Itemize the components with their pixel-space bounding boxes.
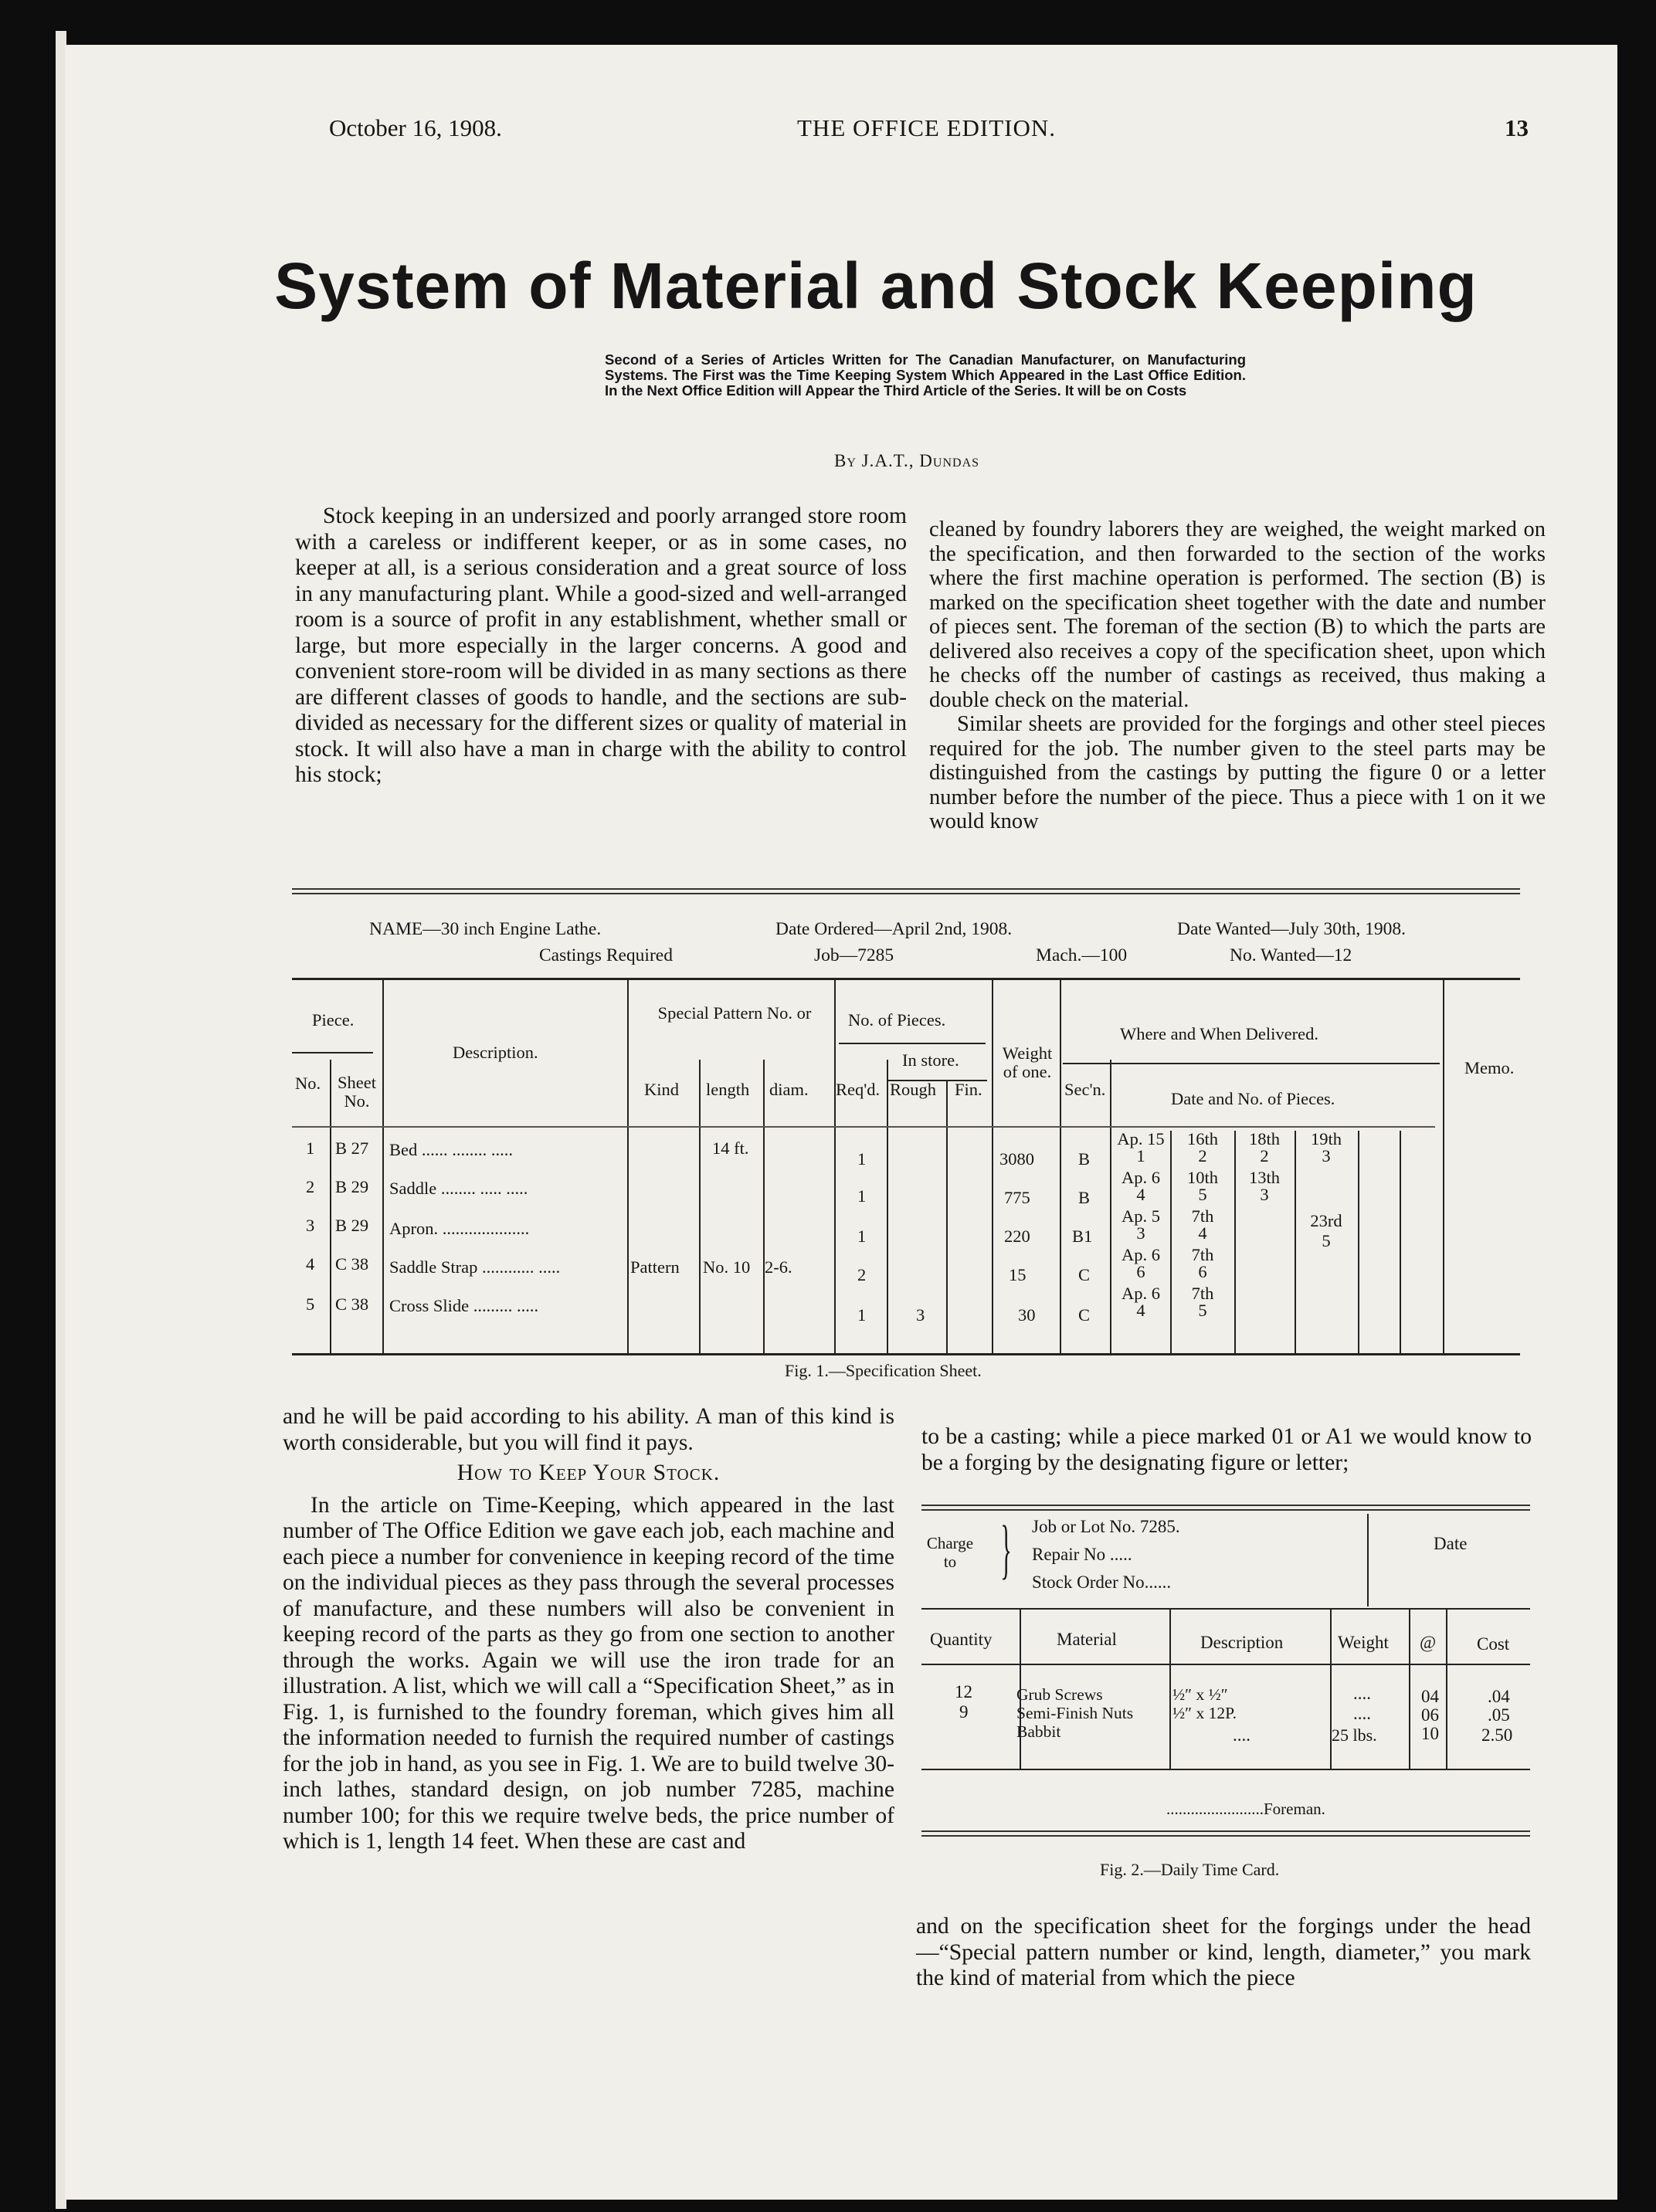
- table-divider: [887, 1060, 888, 1353]
- fig2-caption: Fig. 2.—Daily Time Card.: [1100, 1860, 1280, 1879]
- fig1-name: NAME—30 inch Engine Lathe.: [369, 919, 602, 939]
- cell-delivery: Ap. 6 4: [1122, 1284, 1160, 1320]
- cell-no: 5: [306, 1294, 315, 1314]
- card-material: Grub Screws: [1016, 1685, 1103, 1704]
- table-divider: [1110, 1060, 1111, 1353]
- table-divider: [946, 1080, 948, 1353]
- card-qty: 12: [955, 1682, 972, 1701]
- fig1-castings: Castings Required: [539, 945, 673, 965]
- th-kind: Kind: [644, 1080, 679, 1099]
- card-brace: }: [1000, 1511, 1012, 1586]
- fig1-no-wanted: No. Wanted—12: [1230, 945, 1352, 965]
- cell-reqd: 1: [857, 1226, 867, 1246]
- table-divider: [834, 979, 836, 1353]
- card-job-lot: Job or Lot No. 7285.: [1032, 1517, 1180, 1536]
- paragraph: Similar sheets are provided for the forgings and other steel pieces required for the job. The number given to the steel parts may be distinguished from the castings by putting the figure 0 or a letter number before the number of the piece. Thus a piece with 1 on it we would know: [929, 712, 1546, 833]
- card-stock-order: Stock Order No......: [1032, 1572, 1172, 1592]
- fig1-caption: Fig. 1.—Specification Sheet.: [785, 1361, 982, 1380]
- figure-rule: [292, 888, 1520, 894]
- table-divider: [627, 979, 629, 1353]
- card-divider: [1367, 1514, 1369, 1606]
- cell-length: 14 ft.: [712, 1138, 749, 1158]
- table-rule: [1063, 1063, 1440, 1064]
- card-rule: [921, 1664, 1530, 1665]
- table-divider: [992, 979, 993, 1353]
- table-rule: [292, 1126, 1435, 1128]
- cell-reqd: 1: [857, 1149, 867, 1169]
- cell-section: B: [1078, 1188, 1091, 1207]
- card-desc: ½″ x ½″: [1172, 1685, 1228, 1704]
- cell-weight: 220: [1004, 1226, 1030, 1246]
- section-heading: How to Keep Your Stock.: [456, 1461, 721, 1485]
- column-2-bottom: [916, 1914, 1531, 1992]
- table-divider: [382, 979, 384, 1353]
- table-rule: [292, 978, 1520, 980]
- table-divider: [1060, 979, 1061, 1353]
- fig1-job: Job—7285: [814, 945, 894, 965]
- cell-weight: 30: [1018, 1305, 1036, 1325]
- fig1-date-wanted: Date Wanted—July 30th, 1908.: [1177, 919, 1406, 939]
- table-divider: [1358, 1131, 1359, 1353]
- cell-delivery: 10th 5: [1186, 1168, 1218, 1204]
- cell-section: B1: [1072, 1226, 1093, 1246]
- table-divider: [1234, 1131, 1236, 1353]
- table-divider: [1443, 979, 1444, 1353]
- card-qty: 9: [959, 1702, 969, 1722]
- publication-name: THE OFFICE EDITION.: [797, 114, 1056, 141]
- card-rule: [921, 1505, 1530, 1511]
- table-rule: [292, 1052, 373, 1053]
- table-divider: [1170, 1131, 1172, 1353]
- column-1-top: [295, 504, 907, 789]
- card-at: 04: [1421, 1687, 1439, 1706]
- cell-delivery: 13th 3: [1248, 1168, 1280, 1204]
- cell-description: Cross Slide ......... .....: [389, 1296, 539, 1315]
- card-divider: [1409, 1610, 1410, 1769]
- page-number: 13: [1505, 114, 1529, 141]
- card-cost: .04: [1488, 1687, 1510, 1706]
- card-divider: [1446, 1610, 1447, 1769]
- th-description: Description.: [453, 1043, 538, 1062]
- cell-no: 3: [306, 1216, 315, 1235]
- cell-reqd: 1: [857, 1186, 867, 1206]
- table-divider: [699, 1060, 701, 1353]
- cell-description: Apron. ....................: [389, 1219, 530, 1238]
- card-foreman: ........................Foreman.: [1166, 1800, 1325, 1818]
- cell-weight: 3080: [999, 1149, 1034, 1169]
- cell-reqd: 2: [857, 1265, 867, 1284]
- card-charge-to: Charge to: [926, 1534, 974, 1571]
- card-rule: [921, 1830, 1530, 1837]
- cell-kind: Pattern: [630, 1257, 680, 1277]
- th-no-of-pieces: No. of Pieces.: [848, 1010, 946, 1030]
- card-desc: ½″ x 12P.: [1172, 1704, 1237, 1722]
- cell-reqd: 1: [857, 1305, 867, 1325]
- cell-sheet: B 29: [335, 1216, 369, 1235]
- card-weight: 25 lbs.: [1332, 1725, 1377, 1745]
- cell-delivery: 7th 6: [1191, 1245, 1214, 1281]
- card-cost: 2.50: [1481, 1725, 1513, 1745]
- card-rule: [921, 1769, 1530, 1770]
- th-memo: Memo.: [1464, 1058, 1515, 1077]
- card-desc: ....: [1233, 1725, 1250, 1745]
- th-special-pattern: Special Pattern No. or: [657, 1003, 812, 1023]
- th-date-no: Date and No. of Pieces.: [1171, 1089, 1335, 1108]
- cell-delivery: Ap. 6 4: [1122, 1168, 1160, 1204]
- cell-section: B: [1078, 1149, 1091, 1169]
- table-rule: [292, 1353, 1520, 1355]
- card-th-cost: Cost: [1477, 1634, 1510, 1654]
- cell-delivery: Ap. 5 3: [1122, 1206, 1160, 1243]
- column-1-bottom: [283, 1404, 894, 1855]
- article-title: System of Material and Stock Keeping: [274, 249, 1478, 322]
- issue-date: October 16, 1908.: [329, 114, 502, 141]
- cell-delivery: Ap. 15 1: [1117, 1129, 1165, 1165]
- card-weight: ....: [1353, 1704, 1371, 1723]
- cell-description: Saddle Strap ............ .....: [389, 1257, 561, 1277]
- cell-delivery: 7th 4: [1191, 1206, 1214, 1243]
- cell-delivery: 16th 2: [1186, 1129, 1218, 1165]
- th-length: length: [706, 1080, 750, 1099]
- cell-section: C: [1078, 1265, 1091, 1284]
- th-where-when: Where and When Delivered.: [1120, 1024, 1318, 1043]
- card-rule: [921, 1608, 1530, 1610]
- card-divider: [1169, 1610, 1171, 1769]
- byline: By J.A.T., Dundas: [834, 451, 980, 470]
- card-th-at: @: [1420, 1633, 1437, 1652]
- table-divider: [1400, 1131, 1401, 1353]
- cell-description: Saddle ........ ..... .....: [389, 1179, 528, 1198]
- cell-diam: 2-6.: [765, 1257, 792, 1277]
- cell-description: Bed ...... ........ .....: [389, 1140, 513, 1159]
- paragraph: and on the specification sheet for the forgings under the head—“Special pattern number or kind, length, diameter,” you mark the kind of material from which the piece: [916, 1914, 1531, 1990]
- cell-sheet: B 27: [335, 1138, 369, 1158]
- paragraph: and he will be paid according to his ability. A man of this kind is worth considerable, but you will find it pays.: [283, 1404, 894, 1455]
- th-no: No.: [295, 1074, 321, 1093]
- table-divider: [1295, 1131, 1296, 1353]
- paragraph: Stock keeping in an undersized and poorly arranged store room with a careless or indifferent keeper, or as in some cases, no keeper at all, is a serious consideration and a great source of loss in any manufacturing plant. While a good-sized and well-arranged room is a source of profit in any establishment, whether small or large, but more especially in the larger concerns. A good and convenient store-room will be divided in as many sections as there are different classes of goods to handle, and the sections are sub-divided as necessary for the different sizes or quality of material in stock. It will also have a man in charge with the ability to control his stock;: [295, 504, 907, 787]
- cell-section: C: [1078, 1305, 1091, 1325]
- card-at: 06: [1421, 1705, 1439, 1725]
- card-cost: .05: [1488, 1705, 1510, 1725]
- paragraph: cleaned by foundry laborers they are weighed, the weight marked on the specification, and then forwarded to the section of the works where the first machine operation is performed. The section (B) is marked on the specification sheet together with the date and number of pieces sent. The foreman of the section (B) to which the parts are delivered also receives a copy of the specification sheet, upon which he checks off the number of castings as received, thus making a double check on the material.: [929, 517, 1546, 712]
- card-th-weight: Weight: [1338, 1633, 1389, 1652]
- th-in-store: In store.: [902, 1050, 959, 1070]
- th-reqd: Req'd.: [836, 1080, 881, 1099]
- card-th-description: Description: [1200, 1633, 1284, 1652]
- cell-no: 1: [306, 1138, 315, 1158]
- cell-rough: 3: [916, 1305, 925, 1325]
- card-th-quantity: Quantity: [930, 1630, 993, 1649]
- fig1-date-ordered: Date Ordered—April 2nd, 1908.: [775, 919, 1013, 939]
- cell-delivery: 23rd 5: [1310, 1211, 1342, 1250]
- th-section: Sec'n.: [1064, 1080, 1106, 1099]
- paragraph: to be a casting; while a piece marked 01 or A1 we would know to be a forging by the designating figure or letter;: [921, 1424, 1532, 1475]
- cell-delivery: 19th 3: [1310, 1129, 1342, 1165]
- cell-delivery: 7th 5: [1191, 1284, 1214, 1320]
- card-date: Date: [1434, 1534, 1468, 1553]
- cell-no: 2: [306, 1177, 315, 1196]
- table-divider: [763, 1060, 765, 1353]
- column-2-bottom-top: [921, 1424, 1532, 1476]
- cell-weight: 15: [1009, 1265, 1027, 1284]
- th-rough: Rough: [890, 1080, 937, 1099]
- table-rule: [839, 1043, 986, 1044]
- th-sheet: Sheet No.: [338, 1073, 376, 1111]
- cell-delivery: Ap. 6 6: [1122, 1245, 1160, 1281]
- cell-weight: 775: [1004, 1188, 1030, 1207]
- table-divider: [330, 1060, 331, 1353]
- cell-no: 4: [306, 1254, 315, 1274]
- card-material: Babbit: [1016, 1722, 1061, 1741]
- paragraph: In the article on Time-Keeping, which appeared in the last number of The Office Edition we gave each job, each machine and each piece a number for convenience in keeping record of the time on the individual pieces as they pass through the several processes of manufacture, and these numbers will also be convenient in keeping record of the parts as they go from one section to another through the works. Again we will use the iron trade for an illustration. A list, which we will call a “Specification Sheet,” as in Fig. 1, is furnished to the foundry foreman, which gives him all the information needed to furnish the required number of castings for the job in hand, as you see in Fig. 1. We are to build twelve 30-inch lathes, standard design, on job number 7285, machine number 100; for this we require twelve beds, the price number of which is 1, length 14 feet. When these are cast and: [283, 1492, 894, 1854]
- th-piece: Piece.: [312, 1010, 355, 1030]
- cell-sheet: C 38: [335, 1254, 369, 1274]
- card-at: 10: [1421, 1724, 1439, 1743]
- th-weight: Weight of one.: [1002, 1043, 1053, 1081]
- fig1-mach: Mach.—100: [1036, 945, 1128, 965]
- card-th-material: Material: [1057, 1630, 1117, 1649]
- cell-sheet: B 29: [335, 1177, 369, 1196]
- card-material: Semi-Finish Nuts: [1016, 1704, 1134, 1722]
- cell-sheet: C 38: [335, 1294, 369, 1314]
- cell-delivery: 18th 2: [1248, 1129, 1280, 1165]
- th-fin: Fin.: [955, 1080, 982, 1099]
- column-2-top: [929, 517, 1546, 834]
- card-repair: Repair No .....: [1032, 1545, 1132, 1564]
- card-weight: ....: [1353, 1684, 1371, 1703]
- th-diam: diam.: [769, 1080, 809, 1099]
- article-deck: Second of a Series of Articles Written for The Canadian Manufacturer, on Manufacturing Systems. The First was the Time Keeping System Which Appeared in the Last Office Edition. In the Next Office Edition will Appear the Third Article of the Series. It will be on Costs: [605, 351, 1246, 399]
- cell-length: No. 10: [703, 1257, 751, 1277]
